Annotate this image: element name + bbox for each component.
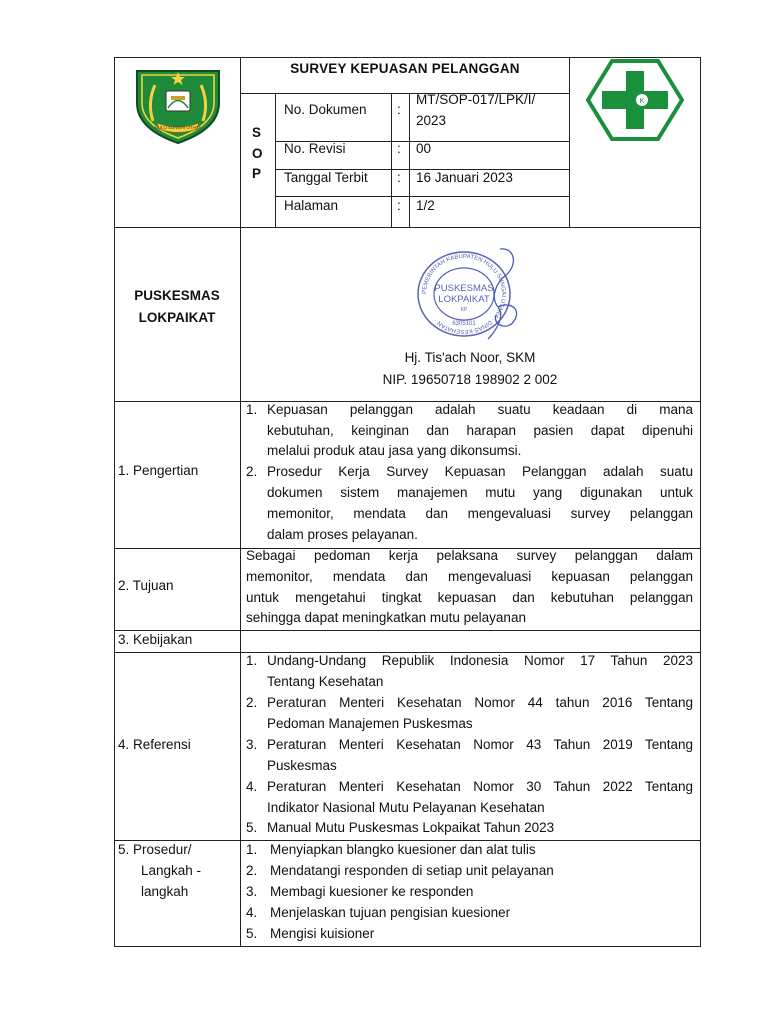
issue-date-label: Tanggal Terbit bbox=[284, 170, 368, 185]
list-item-line: Pedoman Manajemen Puskesmas bbox=[267, 716, 473, 731]
section-label-tujuan: 2. Tujuan bbox=[118, 578, 174, 593]
section-label-prosedur-2: Langkah - bbox=[141, 863, 202, 878]
document-title: SURVEY KEPUASAN PELANGGAN bbox=[290, 61, 520, 76]
org-name-line2: LOKPAIKAT bbox=[138, 310, 216, 325]
svg-text:KP: KP bbox=[460, 307, 468, 313]
revision-label: No. Revisi bbox=[284, 141, 346, 156]
sop-letter-o: O bbox=[252, 146, 263, 161]
sop-letter-s: S bbox=[252, 125, 262, 140]
list-item-number: 3. bbox=[246, 884, 258, 899]
signer-nip: NIP. 19650718 198902 2 002 bbox=[382, 372, 558, 387]
list-item-line: Prosedur Kerja Survey Kepuasan Pelanggan adalah suatu bbox=[267, 464, 693, 479]
issue-date-value: 16 Januari 2023 bbox=[416, 170, 513, 185]
list-item-line: dalam proses pelayanan. bbox=[267, 527, 418, 542]
list-item-line: Undang-Undang Republik Indonesia Nomor 17 Tahun 2023 bbox=[267, 653, 693, 668]
list-item-number: 4. bbox=[246, 779, 258, 794]
list-item-line: Kepuasan pelanggan adalah suatu keadaan di mana bbox=[267, 402, 693, 417]
list-item-line: Tentang Kesehatan bbox=[267, 674, 384, 689]
page-sep: : bbox=[397, 198, 401, 213]
svg-text:PUSKESMAS: PUSKESMAS bbox=[434, 283, 494, 294]
list-item-line: Manual Mutu Puskesmas Lokpaikat Tahun 2023 bbox=[267, 820, 555, 835]
revision-value: 00 bbox=[416, 141, 432, 156]
list-item-number: 4. bbox=[246, 905, 258, 920]
list-item-line: melalui produk atau jasa yang dikonsumsi. bbox=[267, 443, 522, 458]
list-item-number: 1. bbox=[246, 842, 258, 857]
svg-text:6305101: 6305101 bbox=[452, 321, 476, 327]
list-item-line: Membagi kuesioner ke responden bbox=[270, 884, 474, 899]
list-item-number: 5. bbox=[246, 820, 258, 835]
list-item-line: memonitor, mendata dan mengevaluasi survey pelanggan bbox=[267, 506, 693, 521]
list-item-line: Mendatangi responden di setiap unit pelayanan bbox=[270, 863, 554, 878]
section-label-pengertian: 1. Pengertian bbox=[118, 463, 199, 478]
section-label-prosedur-3: langkah bbox=[141, 884, 189, 899]
issue-date-sep: : bbox=[397, 170, 401, 185]
org-name-line1: PUSKESMAS bbox=[134, 288, 220, 303]
list-item-line: dokumen sistem manajemen mutu yang digunakan untuk bbox=[267, 485, 693, 500]
svg-text:K: K bbox=[639, 98, 645, 105]
list-item-line: Mengisi kuisioner bbox=[270, 926, 375, 941]
signature bbox=[470, 245, 530, 345]
svg-text:LOKPAIKAT: LOKPAIKAT bbox=[438, 294, 490, 305]
sop-letter-p: P bbox=[252, 166, 262, 181]
list-item-line: Menyiapkan blangko kuesioner dan alat tulis bbox=[270, 842, 536, 857]
regency-logo bbox=[133, 63, 223, 145]
doc-number-value: MT/SOP-017/LPK/I/ bbox=[416, 92, 536, 107]
list-item-line: kebutuhan, keinginan dan harapan pasien dapat dipenuhi bbox=[267, 423, 693, 438]
health-logo bbox=[582, 59, 688, 141]
paragraph-line: sehingga dapat meningkatkan mutu pelayanan bbox=[246, 610, 526, 625]
paragraph-line: memonitor, mendata dan mengevaluasi kepuasan pelanggan bbox=[246, 569, 693, 584]
section-label-referensi: 4. Referensi bbox=[118, 737, 191, 752]
doc-number-sep: : bbox=[397, 102, 401, 117]
list-item-number: 2. bbox=[246, 464, 258, 479]
doc-number-value-2: 2023 bbox=[416, 113, 447, 128]
list-item-line: Indikator Nasional Mutu Pelayanan Kesehatan bbox=[267, 800, 545, 815]
signer-name: Hj. Tis'ach Noor, SKM bbox=[404, 350, 536, 365]
list-item-number: 3. bbox=[246, 737, 258, 752]
list-item-number: 2. bbox=[246, 863, 258, 878]
section-label-kebijakan: 3. Kebijakan bbox=[118, 632, 193, 647]
svg-text:PEMERINTAH KABUPATEN HULU SUNG: PEMERINTAH KABUPATEN HULU SUNGAI UTARA · DINAS KESEHATAN · bbox=[421, 253, 507, 335]
paragraph-line: untuk mengetahui tingkat kepuasan dan kebutuhan pelanggan bbox=[246, 590, 693, 605]
list-item-number: 2. bbox=[246, 695, 258, 710]
list-item-number: 1. bbox=[246, 653, 258, 668]
page-label: Halaman bbox=[284, 198, 339, 213]
doc-number-label: No. Dokumen bbox=[284, 102, 367, 117]
svg-text:HULU SUNGAI UTARA: HULU SUNGAI UTARA bbox=[154, 125, 202, 130]
list-item-line: Peraturan Menteri Kesehatan Nomor 44 tahun 2016 Tentang bbox=[267, 695, 693, 710]
list-item-line: Menjelaskan tujuan pengisian kuesioner bbox=[270, 905, 511, 920]
revision-sep: : bbox=[397, 141, 401, 156]
list-item-number: 5. bbox=[246, 926, 258, 941]
list-item-number: 1. bbox=[246, 402, 258, 417]
list-item-line: Peraturan Menteri Kesehatan Nomor 43 Tahun 2019 Tentang bbox=[267, 737, 693, 752]
paragraph-line: Sebagai pedoman kerja pelaksana survey pelanggan dalam bbox=[246, 548, 693, 563]
list-item-line: Puskesmas bbox=[267, 758, 337, 773]
list-item-line: Peraturan Menteri Kesehatan Nomor 30 Tahun 2022 Tentang bbox=[267, 779, 693, 794]
page-value: 1/2 bbox=[416, 198, 435, 213]
section-label-prosedur: 5. Prosedur/ bbox=[118, 842, 192, 857]
